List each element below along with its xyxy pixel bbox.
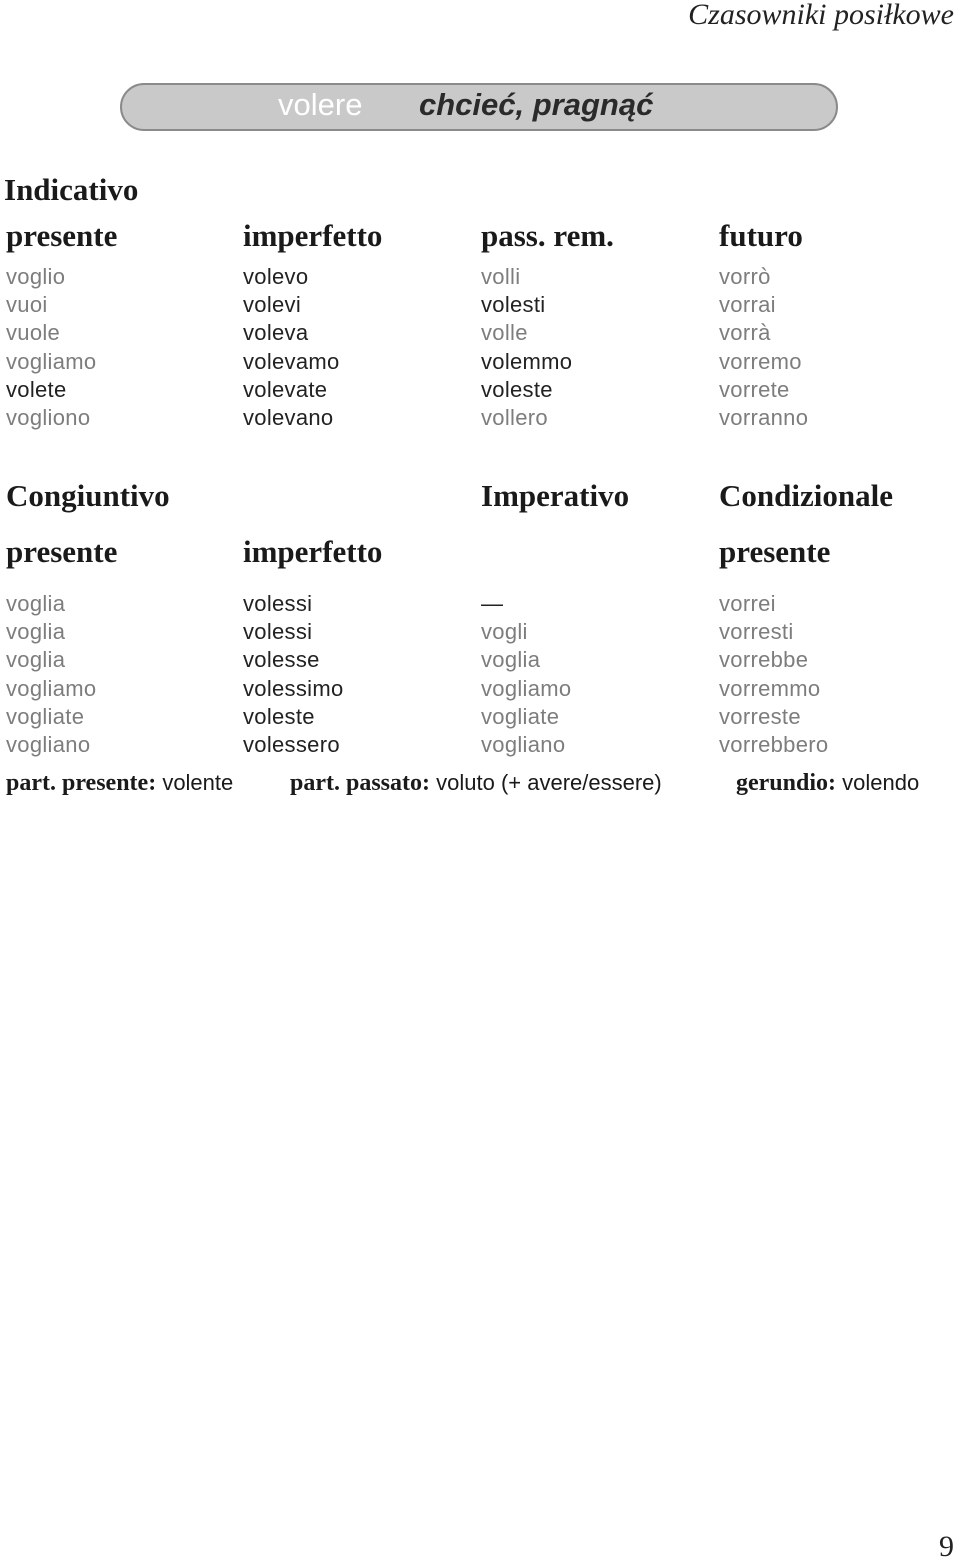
verb-form: —: [481, 591, 504, 616]
forms-indicativo-futuro: [719, 263, 808, 432]
verb-form: vorrei: [719, 591, 776, 616]
section-title: Czasowniki posiłkowe: [688, 0, 954, 31]
verb-infinitive: volere: [278, 87, 363, 122]
verb-form: voleste: [243, 703, 315, 729]
participio-passato-value: voluto (+ avere/essere): [436, 770, 662, 795]
verb-form: voleva: [243, 320, 309, 346]
tense-indicativo-pass-rem: pass. rem.: [481, 218, 614, 253]
verb-form: volemmo: [481, 348, 573, 374]
verb-form: vogliamo: [6, 675, 97, 701]
verb-form: volessero: [243, 731, 340, 757]
verb-form: volle: [481, 320, 528, 346]
gerundio-label: gerundio:: [736, 770, 837, 796]
verb-form: vollero: [481, 404, 548, 430]
verb-form: vogliano: [6, 731, 91, 757]
forms-condizionale-presente: [719, 590, 828, 759]
verb-form: volessimo: [243, 675, 344, 701]
verb-form: voleste: [481, 376, 553, 402]
verb-form: vogli: [481, 619, 528, 645]
verb-form: volevate: [243, 376, 328, 402]
participio-presente: [6, 770, 233, 797]
verb-form: volevi: [243, 292, 302, 318]
tense-condizionale-presente: presente: [719, 534, 831, 569]
verb-form: vuoi: [6, 292, 48, 318]
participio-presente-label: part. presente:: [6, 770, 157, 796]
tense-congiuntivo-presente: presente: [6, 534, 118, 569]
forms-indicativo-imperfetto: [243, 263, 340, 432]
verb-form: vogliate: [6, 703, 85, 729]
verb-banner: [120, 83, 838, 131]
verb-form: vorrai: [719, 292, 776, 318]
verb-form: voglia: [6, 619, 66, 645]
verb-form: volessi: [243, 619, 313, 645]
verb-form: volessi: [243, 591, 313, 616]
verb-form: vuole: [6, 320, 61, 346]
verb-form: volete: [6, 376, 67, 402]
verb-form: voglio: [6, 264, 66, 289]
verb-form: vogliate: [481, 703, 560, 729]
verb-form: vorremo: [719, 348, 802, 374]
tense-indicativo-presente: presente: [6, 218, 118, 253]
forms-congiuntivo-imperfetto: [243, 590, 344, 759]
verb-form: volesse: [243, 647, 320, 673]
verb-form: vorresti: [719, 619, 794, 645]
verb-form: vogliamo: [6, 348, 97, 374]
forms-imperativo: [481, 590, 571, 759]
verb-form: volevamo: [243, 348, 340, 374]
page-number: 9: [939, 1530, 954, 1563]
gerundio: [736, 770, 919, 797]
verb-form: volli: [481, 264, 521, 289]
mood-indicativo: Indicativo: [4, 172, 139, 207]
verb-form: vorrò: [719, 264, 771, 289]
tense-congiuntivo-imperfetto: imperfetto: [243, 534, 383, 569]
forms-indicativo-presente: [6, 263, 96, 432]
verb-form: voglia: [481, 647, 541, 673]
verb-form: vogliono: [6, 404, 91, 430]
verb-form: volevo: [243, 264, 309, 289]
mood-condizionale: Condizionale: [719, 478, 893, 513]
verb-form: vorrebbe: [719, 647, 809, 673]
verb-form: vorranno: [719, 404, 809, 430]
mood-imperativo: Imperativo: [481, 478, 630, 513]
tense-indicativo-futuro: futuro: [719, 218, 803, 253]
tense-indicativo-imperfetto: imperfetto: [243, 218, 383, 253]
verb-form: voglia: [6, 647, 66, 673]
verb-form: vorrà: [719, 320, 771, 346]
gerundio-value: volendo: [842, 770, 920, 795]
forms-indicativo-pass-rem: [481, 263, 572, 432]
participio-passato-label: part. passato:: [290, 770, 431, 796]
verb-form: voglia: [6, 591, 66, 616]
verb-form: volesti: [481, 292, 546, 318]
verb-form: vorreste: [719, 703, 801, 729]
participio-passato: [290, 770, 662, 797]
verb-form: vorrete: [719, 376, 790, 402]
verb-form: vorremmo: [719, 675, 821, 701]
verb-form: vogliamo: [481, 675, 572, 701]
verb-translation: chcieć, pragnąć: [419, 87, 654, 122]
mood-congiuntivo: Congiuntivo: [6, 478, 170, 513]
verb-form: volevano: [243, 404, 334, 430]
verb-form: vogliano: [481, 731, 566, 757]
verb-form: vorrebbero: [719, 731, 829, 757]
forms-congiuntivo-presente: [6, 590, 96, 759]
participio-presente-value: volente: [162, 770, 234, 795]
